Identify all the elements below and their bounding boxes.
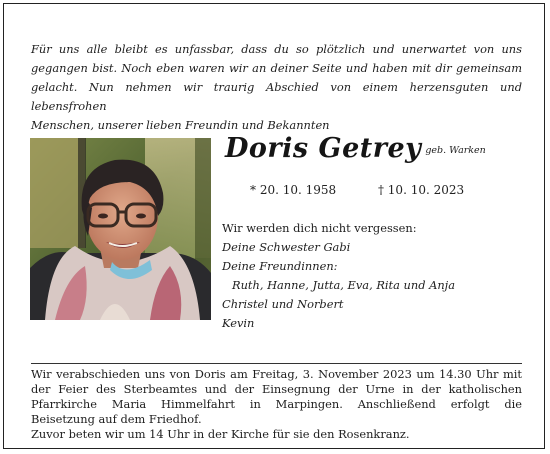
mourner-line: Deine Freundinnen: bbox=[222, 259, 338, 273]
intro-line: gelacht. Nun nehmen wir traurig Abschied von einem herzensguten und lebensfrohen bbox=[31, 80, 522, 113]
divider bbox=[31, 363, 522, 364]
mourners-list bbox=[222, 219, 532, 333]
mourner-line: Deine Schwester Gabi bbox=[222, 240, 351, 254]
portrait-image bbox=[30, 138, 211, 320]
mourners-heading: Wir werden dich nicht vergessen: bbox=[222, 221, 417, 235]
intro-text bbox=[31, 40, 522, 135]
portrait-photo bbox=[30, 138, 211, 320]
deceased-name: Doris Getrey bbox=[225, 133, 422, 164]
service-line: Beisetzung auf dem Friedhof. bbox=[31, 412, 202, 426]
intro-line: Menschen, unserer lieben Freundin und Bekannten bbox=[31, 118, 330, 132]
mourner-line: Christel und Norbert bbox=[222, 297, 344, 311]
mourner-line: Ruth, Hanne, Jutta, Eva, Rita und Anja bbox=[232, 278, 455, 292]
life-dates bbox=[250, 183, 530, 197]
intro-line: gegangen bist. Noch eben waren wir an deiner Seite und haben mit dir gemeinsam bbox=[31, 61, 522, 75]
service-line: Pfarrkirche Maria Himmelfahrt in Marpingen. Anschließend erfolgt die bbox=[31, 397, 522, 411]
service-line: Zuvor beten wir um 14 Uhr in der Kirche für sie den Rosenkranz. bbox=[31, 427, 410, 441]
maiden-name: geb. Warken bbox=[425, 145, 486, 156]
mourner-line: Kevin bbox=[222, 316, 255, 330]
deceased-name-block bbox=[225, 133, 525, 173]
intro-line: Für uns alle bleibt es unfassbar, dass du so plötzlich und unerwartet von uns bbox=[31, 42, 522, 56]
service-line: Wir verabschieden uns von Doris am Freitag, 3. November 2023 um 14.30 Uhr mit bbox=[31, 367, 522, 381]
service-details bbox=[31, 367, 522, 442]
birth-date: * 20. 10. 1958 bbox=[250, 183, 337, 197]
death-date: † 10. 10. 2023 bbox=[377, 183, 465, 197]
service-line: der Feier des Sterbeamtes und der Einsegnung der Urne in der katholischen bbox=[31, 382, 522, 396]
